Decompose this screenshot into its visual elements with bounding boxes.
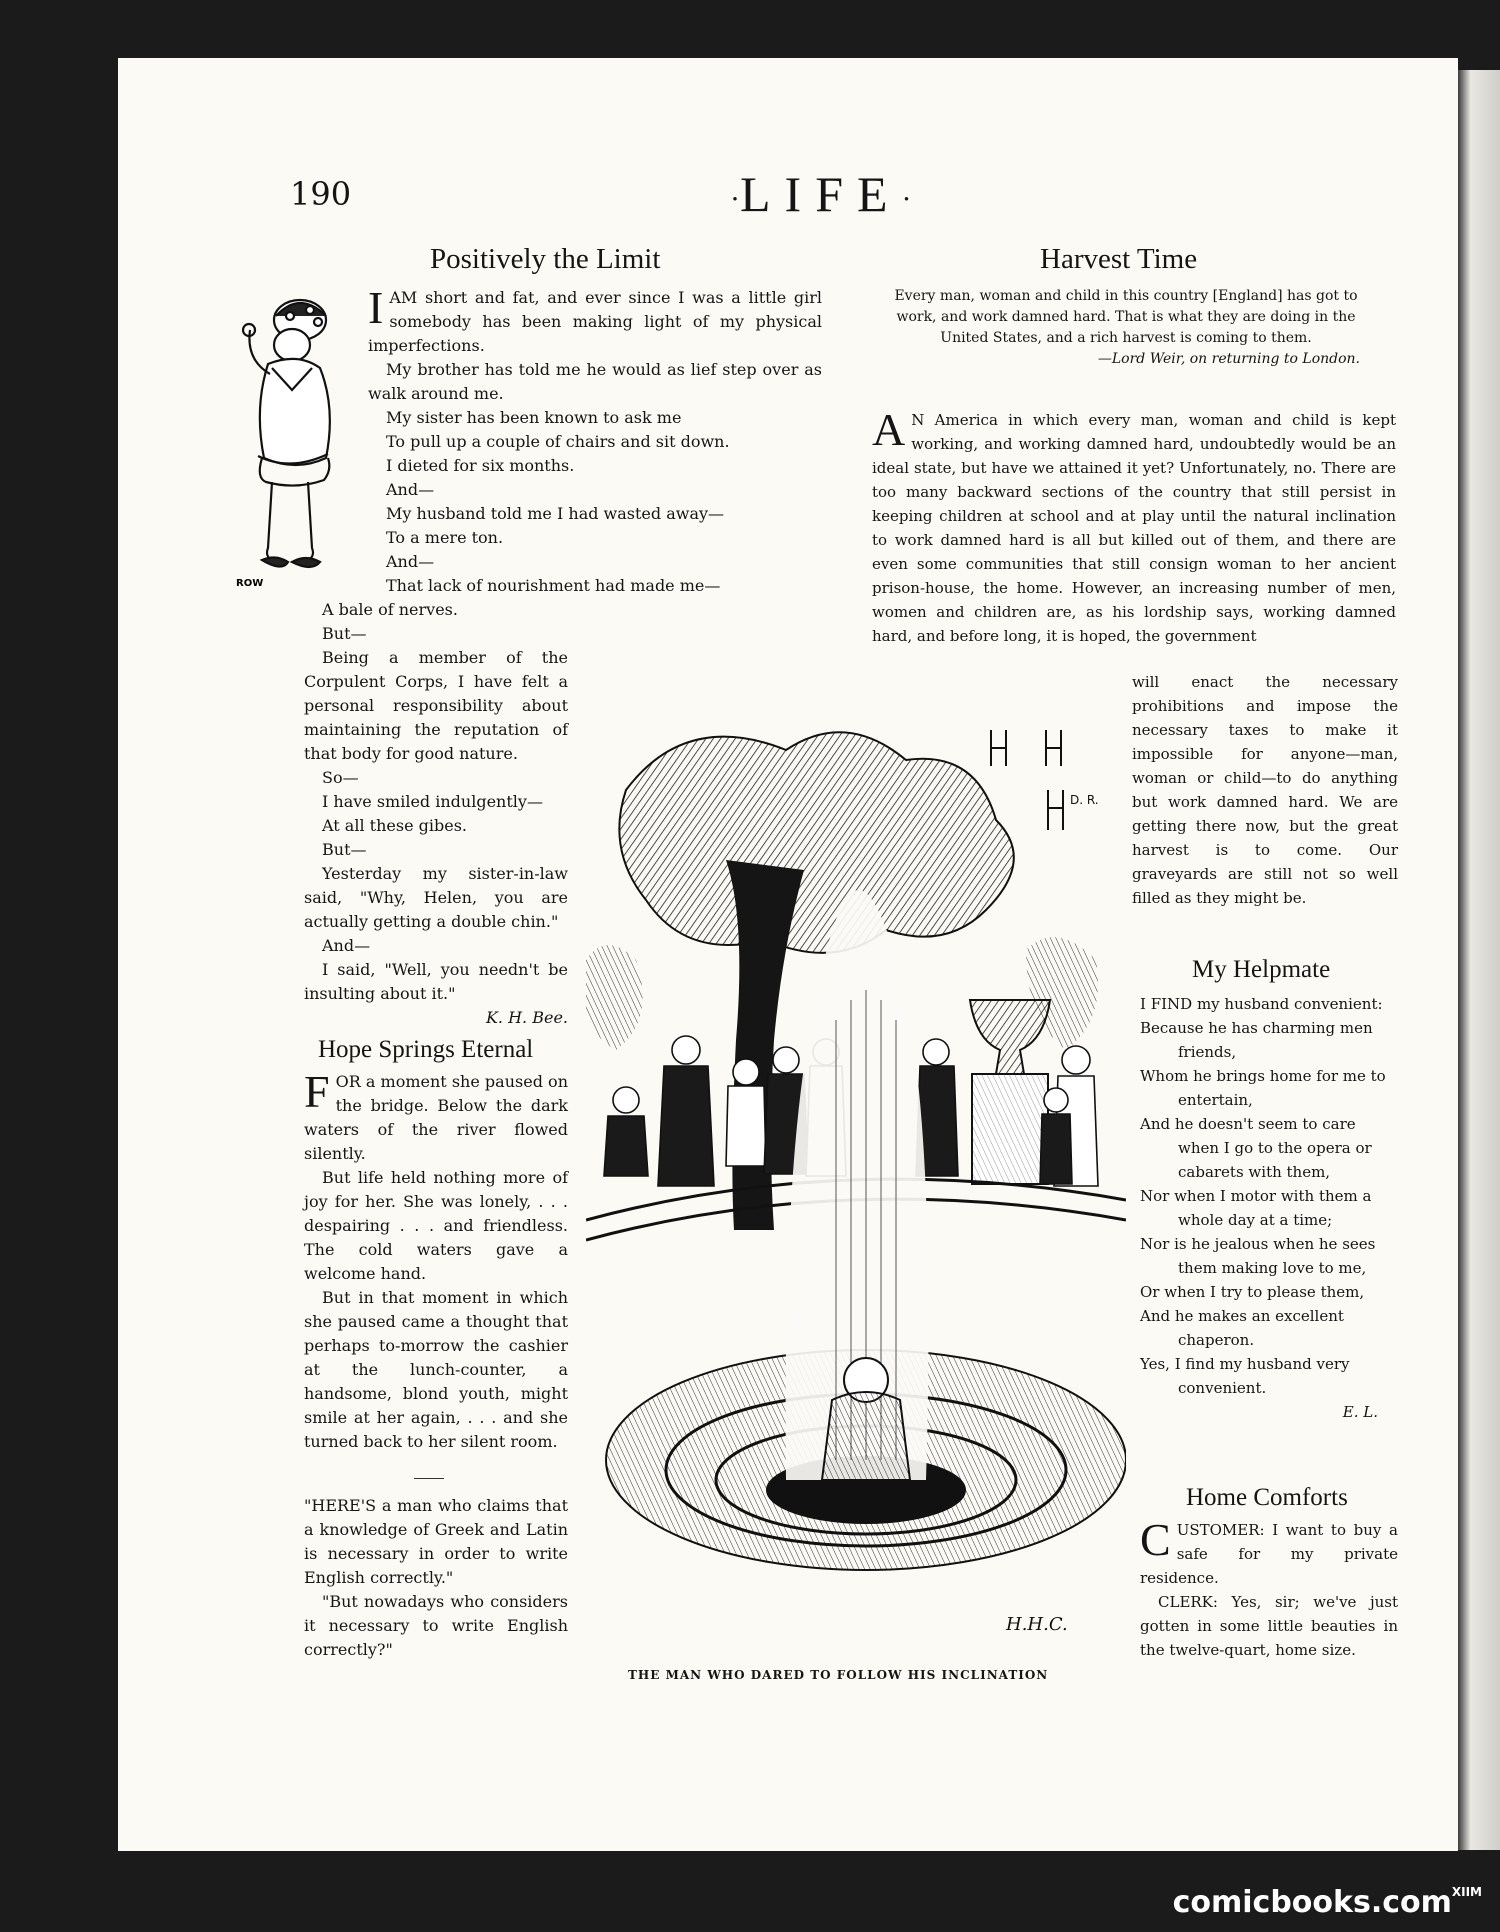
positively-line: My sister has been known to ask me xyxy=(386,408,682,427)
harvest-epigraph xyxy=(892,286,1360,370)
helpmate-line: Because he has charming men friends, xyxy=(1140,1019,1373,1061)
hope-paragraph: FOR a moment she paused on the bridge. Below the dark waters of the river flowed silently. xyxy=(304,1066,568,1163)
corner-tag: XIIM xyxy=(1451,1885,1482,1899)
latin-body xyxy=(304,1494,568,1662)
sign-label: D. R. xyxy=(1070,793,1099,807)
next-page-edge xyxy=(1458,70,1500,1850)
comforts-paragraph: CLERK: Yes, sir; we've just gotten in some little beauties in the twelve-quart, home size. xyxy=(1140,1593,1398,1659)
positively-line: A bale of nerves. xyxy=(322,600,458,619)
drop-cap: I xyxy=(368,282,384,333)
positively-line: To a mere ton. xyxy=(386,528,504,547)
drop-cap: C xyxy=(1140,1514,1171,1565)
masthead-title: LIFE xyxy=(740,166,902,222)
positively-line: But— xyxy=(322,840,367,859)
positively-line: Being a member of the Corpulent Corps, I have felt a personal responsibility about maintaining the reputation of that body for good nature. xyxy=(304,648,568,763)
comforts-body xyxy=(1140,1514,1398,1662)
positively-body-top xyxy=(368,282,822,598)
masthead-dot-right: · xyxy=(901,182,912,216)
latin-paragraph: "But nowadays who considers it necessary to write English correctly?" xyxy=(304,1592,568,1659)
helpmate-line: Nor is he jealous when he sees them making love to me, xyxy=(1140,1235,1376,1277)
positively-line: My husband told me I had wasted away— xyxy=(386,504,725,523)
positively-line: I AM short and fat, and ever since I was a little girl somebody has been making light of my physical imperfections. xyxy=(368,282,822,355)
helpmate-line: I FIND my husband convenient: xyxy=(1140,995,1383,1013)
helpmate-title: My Helpmate xyxy=(1192,956,1331,983)
harvest-paragraph: A N America in which every man, woman and child is kept working, and working damned hard, undoubtedly would be an ideal state, but have we attained it yet? Unfortunately, no. There are too many backward sections of the country that still persist in keeping children at school and at play until the natural inclination to work damned hard is all but killed out of them, and there are even some communities that still consign woman to her ancient prison-house, the home. However, an increasing number of men, women and children are, as his lordship says, working damned hard, and before long, it is hoped, the government xyxy=(872,404,1396,645)
positively-body-bottom xyxy=(304,646,568,1030)
page-number: 190 xyxy=(290,175,352,213)
positively-line: That lack of nourishment had made me— xyxy=(386,576,721,595)
masthead xyxy=(730,165,912,223)
helpmate-line: And he doesn't seem to care when I go to the opera or cabarets with them, xyxy=(1140,1115,1372,1181)
positively-line: I said, "Well, you needn't be insulting about it." xyxy=(304,960,568,1003)
harvest-epigraph-text: Every man, woman and child in this country [England] has got to work, and work damned hard. That is what they are doing in the United States, and a rich harvest is coming to them. xyxy=(894,288,1358,346)
positively-line: I have smiled indulgently— xyxy=(322,792,543,811)
drop-cap: F xyxy=(304,1066,330,1117)
artist-signature: H.H.C. xyxy=(1006,1614,1068,1635)
positively-body-middle xyxy=(304,598,822,646)
harvest-epigraph-source: —Lord Weir, on returning to London. xyxy=(1097,351,1360,367)
positively-line: At all these gibes. xyxy=(322,816,467,835)
fountain-illustration xyxy=(586,700,1126,1660)
divider-rule xyxy=(414,1478,444,1479)
helpmate-line: Or when I try to please them, xyxy=(1140,1283,1365,1301)
hope-title: Hope Springs Eternal xyxy=(318,1036,534,1063)
hope-body xyxy=(304,1066,568,1454)
positively-signature: K. H. Bee. xyxy=(485,1008,568,1027)
helpmate-body xyxy=(1140,992,1398,1424)
positively-line: I dieted for six months. xyxy=(386,456,575,475)
positively-line: But— xyxy=(322,624,367,643)
helpmate-line: Yes, I find my husband very convenient. xyxy=(1140,1355,1350,1397)
illustration-caption: THE MAN WHO DARED TO FOLLOW HIS INCLINATION xyxy=(628,1668,1049,1682)
comforts-title: Home Comforts xyxy=(1186,1484,1348,1511)
stout-girl-figure xyxy=(232,290,352,590)
hope-paragraph: But in that moment in which she paused came a thought that perhaps to-morrow the cashier at the lunch-counter, a handsome, blond youth, might smile at her again, . . . and she turned back to her silent room. xyxy=(304,1288,568,1451)
drop-cap: A xyxy=(872,404,906,455)
harvest-title: Harvest Time xyxy=(1040,243,1198,275)
positively-line: To pull up a couple of chairs and sit down. xyxy=(386,432,730,451)
helpmate-line: And he makes an excellent chaperon. xyxy=(1140,1307,1344,1349)
urn-pedestal xyxy=(970,1000,1050,1184)
helpmate-line: Whom he brings home for me to entertain, xyxy=(1140,1067,1386,1109)
harvest-paragraph: will enact the necessary prohibitions and impose the necessary taxes to make it impossible for anyone—man, woman or child—to do anything but work damned hard. We are getting there now, but the great harvest is to come. Our graveyards are still not so well filled as they might be. xyxy=(1132,673,1398,907)
watermark xyxy=(1173,1885,1482,1920)
positively-line: And— xyxy=(322,936,371,955)
positively-line: My brother has told me he would as lief step over as walk around me. xyxy=(368,360,822,403)
positively-title: Positively the Limit xyxy=(430,243,661,275)
watermark-text: comicbooks.com xyxy=(1172,1885,1452,1920)
sign-posts xyxy=(991,730,1099,830)
positively-line: And— xyxy=(386,480,435,499)
figure-signature: ROW xyxy=(236,578,264,589)
comforts-paragraph: CUSTOMER: I want to buy a safe for my private residence. xyxy=(1140,1514,1398,1587)
hope-paragraph: But life held nothing more of joy for her. She was lonely, . . . despairing . . . and friendless. The cold waters gave a welcome hand. xyxy=(304,1168,568,1283)
masthead-dot-left: · xyxy=(730,182,740,216)
harvest-body-top xyxy=(872,404,1396,648)
latin-paragraph: "HERE'S a man who claims that a knowledge of Greek and Latin is necessary in order to write English correctly." xyxy=(304,1496,568,1587)
positively-line: And— xyxy=(386,552,435,571)
helpmate-signature: E. L. xyxy=(1342,1403,1378,1421)
helpmate-line: Nor when I motor with them a whole day at a time; xyxy=(1140,1187,1372,1229)
harvest-body-rest xyxy=(1132,670,1398,910)
positively-line: So— xyxy=(322,768,359,787)
positively-line: Yesterday my sister-in-law said, "Why, Helen, you are actually getting a double chin." xyxy=(304,864,568,931)
